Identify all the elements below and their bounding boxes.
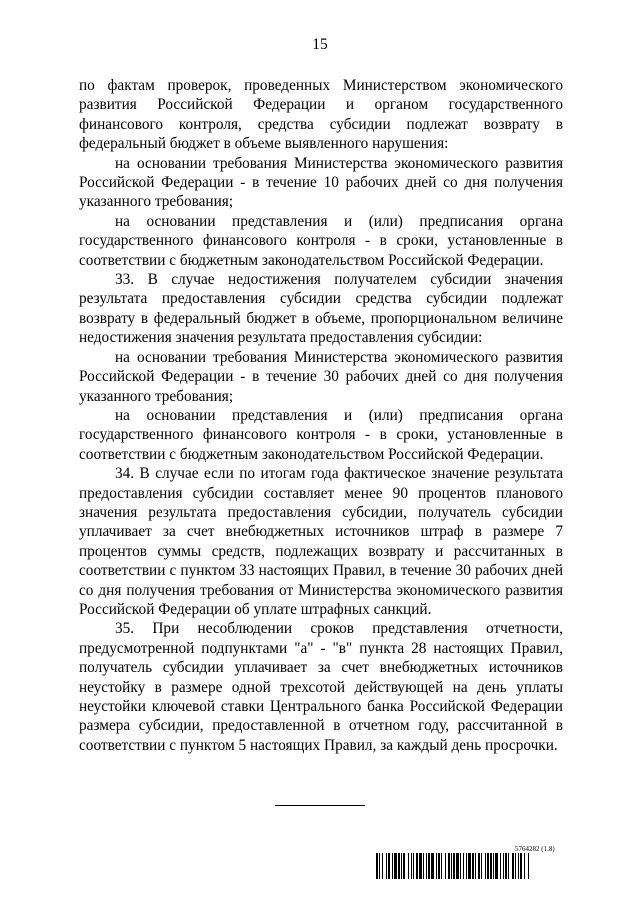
paragraph-item-35: 35. При несоблюдении сроков представления отчетности, предусмотренной подпунктами "а" - "в" пункта 28 настоящих Правил, получатель субсидии уплачивает за счет внебюджетных источников неустойку в размере одной трехсотой действующей на день уплаты неустойки ключевой ставки Центрального банка Российской Федерации размера субсидии, предоставленной в отчетном году, рассчитанной в соответствии с пунктом 5 настоящих Правил, за каждый день просрочки. <box>79 620 563 754</box>
paragraph-control-body-order: на основании представления и (или) предписания органа государственного финансового контроля - в сроки, установленные в соответствии с бюджетным законодательством Российской Федерации. <box>79 212 563 269</box>
document-code: 5764282 (1.8) <box>515 845 555 853</box>
barcode-image <box>375 853 596 879</box>
paragraph-ministry-requirement-30-days: на основании требования Министерства экономического развития Российской Федерации - в течение 30 рабочих дней со дня получения указанного требования; <box>79 348 563 405</box>
paragraph-ministry-requirement: на основании требования Министерства экономического развития Российской Федерации - в течение 10 рабочих дней со дня получения указанного требования; <box>79 154 563 211</box>
paragraph-item-34: 34. В случае если по итогам года фактическое значение результата предоставления субсидии составляет менее 90 процентов планового значения результата предоставления субсидии, получатель субсидии уплачивает за счет внебюджетных источников штраф в размере 7 процентов суммы средств, подлежащих возврату и рассчитанных в соответствии с пунктом 33 настоящих Правил, в течение 30 рабочих дней со дня получения требования от Министерства экономического развития Российской Федерации об уплате штрафных санкций. <box>79 465 563 618</box>
paragraph-item-33: 33. В случае недостижения получателем субсидии значения результата предоставления субсидии средства субсидии подлежат возврату в федеральный бюджет в объеме, пропорциональном величине недостижения значения результата предоставления субсидии: <box>79 271 563 347</box>
page-number: 15 <box>312 36 328 53</box>
end-separator-line <box>275 805 365 806</box>
paragraph-continuation: по фактам проверок, проведенных Министерством экономического развития Российской Федерации и органом государственного финансового контроля, средства субсидии подлежат возврату в федеральный бюджет в объеме выявленного нарушения: <box>79 77 563 153</box>
document-body <box>79 76 563 755</box>
paragraph-control-body-order-2: на основании представления и (или) предписания органа государственного финансового контроля - в сроки, установленные в соответствии с бюджетным законодательством Российской Федерации. <box>79 406 563 463</box>
